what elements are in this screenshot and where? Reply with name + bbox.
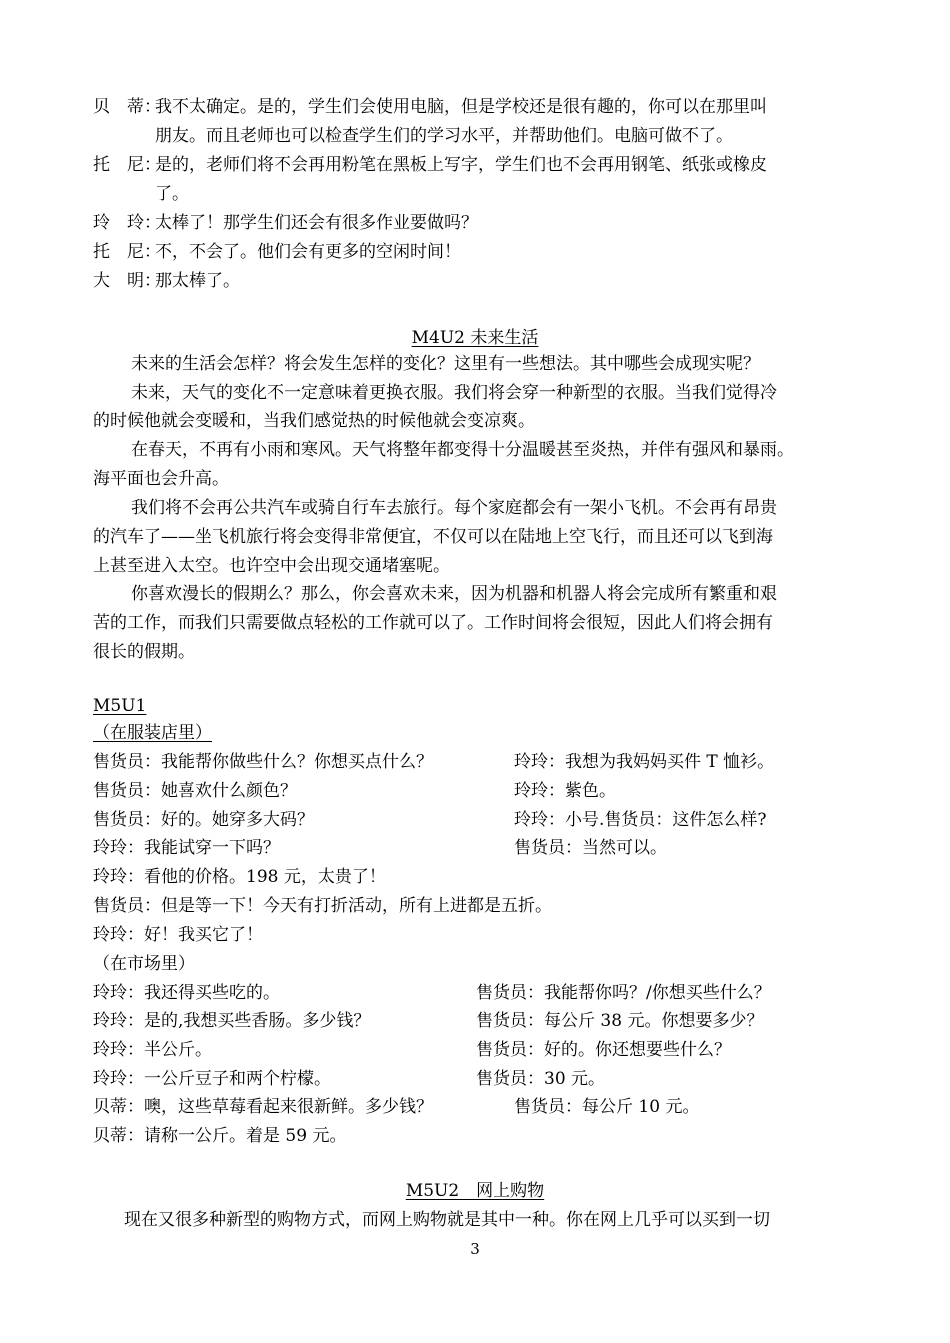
dialog-text: 我不太确定。是的，学生们会使用电脑，但是学校还是很有趣的，你可以在那里叫 bbox=[155, 97, 767, 117]
dialog-right: 售货员：每公斤 10 元。 bbox=[514, 1097, 700, 1117]
paragraph-line: 海平面也会升高。 bbox=[93, 469, 229, 489]
dialog-right: 售货员：每公斤 38 元。你想要多少？ bbox=[476, 1011, 764, 1031]
dialog-line bbox=[93, 241, 461, 263]
paragraph-line: 苦的工作，而我们只需要做点轻松的工作就可以了。工作时间将会很短，因此人们将会拥有 bbox=[93, 613, 773, 633]
dialog-line bbox=[155, 125, 733, 147]
dialog-line bbox=[93, 212, 478, 234]
dialog-left: 玲玲：是的,我想买些香肠。多少钱？ bbox=[93, 1011, 371, 1031]
dialog-text: 是的，老师们将不会再用粉笔在黑板上写字，学生们也不会再用钢笔、纸张或橡皮 bbox=[155, 155, 767, 175]
dialog-left: 售货员：好的。她穿多大码？ bbox=[93, 810, 314, 830]
paragraph-line: 上甚至进入太空。也许空中会出现交通堵塞呢。 bbox=[93, 556, 450, 576]
dialog-left: 玲玲：一公斤豆子和两个柠檬。 bbox=[93, 1069, 331, 1089]
dialog-right: 玲玲：小号.售货员：这件怎么样? bbox=[514, 810, 767, 830]
dialog-right: 售货员：我能帮你吗？/你想买些什么？ bbox=[476, 983, 771, 1003]
page-number: 3 bbox=[470, 1240, 480, 1258]
dialog-text: 太棒了！那学生们还会有很多作业要做吗？ bbox=[155, 213, 478, 233]
dialog-left: 玲玲：我还得买些吃的。 bbox=[93, 983, 280, 1003]
dialog-left: 售货员：我能帮你做些什么？你想买点什么？ bbox=[93, 752, 433, 772]
paragraph-line: 你喜欢漫长的假期么？那么，你会喜欢未来，因为机器和机器人将会完成所有繁重和艰 bbox=[131, 584, 777, 604]
speaker: 玲 玲： bbox=[93, 213, 161, 233]
speaker: 托 尼： bbox=[93, 242, 161, 262]
dialog-left: 玲玲：我能试穿一下吗？ bbox=[93, 838, 280, 858]
paragraph-line: 未来的生活会怎样？将会发生怎样的变化？这里有一些想法。其中哪些会成现实呢？ bbox=[131, 354, 760, 374]
dialog-text: 不，不会了。他们会有更多的空闲时间！ bbox=[155, 242, 461, 262]
speaker: 贝 蒂： bbox=[93, 97, 161, 117]
dialog-line bbox=[93, 154, 767, 176]
scene-label: （在服装店里） bbox=[93, 723, 212, 743]
dialog-right: 玲玲：我想为我妈妈买件 T 恤衫。 bbox=[514, 752, 775, 772]
dialog-right: 售货员：当然可以。 bbox=[514, 838, 667, 858]
scene-label: （在市场里） bbox=[93, 954, 195, 974]
dialog-text: 朋友。而且老师也可以检查学生们的学习水平，并帮助他们。电脑可做不了。 bbox=[155, 126, 733, 146]
section-title-m5u1: M5U1 bbox=[93, 696, 147, 716]
dialog-right: 售货员：30 元。 bbox=[476, 1069, 606, 1089]
paragraph-line: 的汽车了——坐飞机旅行将会变得非常便宜，不仅可以在陆地上空飞行，而且还可以飞到海 bbox=[93, 527, 773, 547]
dialog-line bbox=[93, 270, 240, 292]
paragraph-line: 我们将不会再公共汽车或骑自行车去旅行。每个家庭都会有一架小飞机。不会再有昂贵 bbox=[131, 498, 777, 518]
dialog-left: 售货员：她喜欢什么颜色？ bbox=[93, 781, 297, 801]
dialog-line: 玲玲：好！我买它了！ bbox=[93, 925, 263, 945]
section-title-m4u2: M4U2 未来生活 bbox=[411, 328, 539, 348]
dialog-right: 售货员：好的。你还想要些什么？ bbox=[476, 1040, 731, 1060]
dialog-line: 售货员：但是等一下！今天有打折活动，所有上进都是五折。 bbox=[93, 896, 552, 916]
paragraph-line: 现在又很多种新型的购物方式，而网上购物就是其中一种。你在网上几乎可以买到一切 bbox=[124, 1210, 770, 1230]
paragraph-line: 在春天，不再有小雨和寒风。天气将整年都变得十分温暖甚至炎热，并伴有强风和暴雨。 bbox=[131, 440, 794, 460]
dialog-left: 玲玲：半公斤。 bbox=[93, 1040, 212, 1060]
dialog-text: 了。 bbox=[155, 184, 189, 204]
section-title-m5u2: M5U2 网上购物 bbox=[405, 1181, 545, 1201]
dialog-line bbox=[155, 183, 189, 205]
dialog-text: 那太棒了。 bbox=[155, 271, 240, 291]
speaker: 托 尼： bbox=[93, 155, 161, 175]
paragraph-line: 未来，天气的变化不一定意味着更换衣服。我们将会穿一种新型的衣服。当我们觉得冷 bbox=[131, 383, 777, 403]
paragraph-line: 的时候他就会变暖和，当我们感觉热的时候他就会变凉爽。 bbox=[93, 411, 535, 431]
dialog-left: 贝蒂：噢，这些草莓看起来很新鲜。多少钱？ bbox=[93, 1097, 433, 1117]
paragraph-line: 很长的假期。 bbox=[93, 642, 195, 662]
dialog-right: 玲玲：紫色。 bbox=[514, 781, 616, 801]
dialog-line bbox=[93, 96, 767, 118]
dialog-line: 玲玲：看他的价格。198 元，太贵了！ bbox=[93, 867, 386, 887]
dialog-line: 贝蒂：请称一公斤。着是 59 元。 bbox=[93, 1126, 347, 1146]
speaker: 大 明： bbox=[93, 271, 161, 291]
